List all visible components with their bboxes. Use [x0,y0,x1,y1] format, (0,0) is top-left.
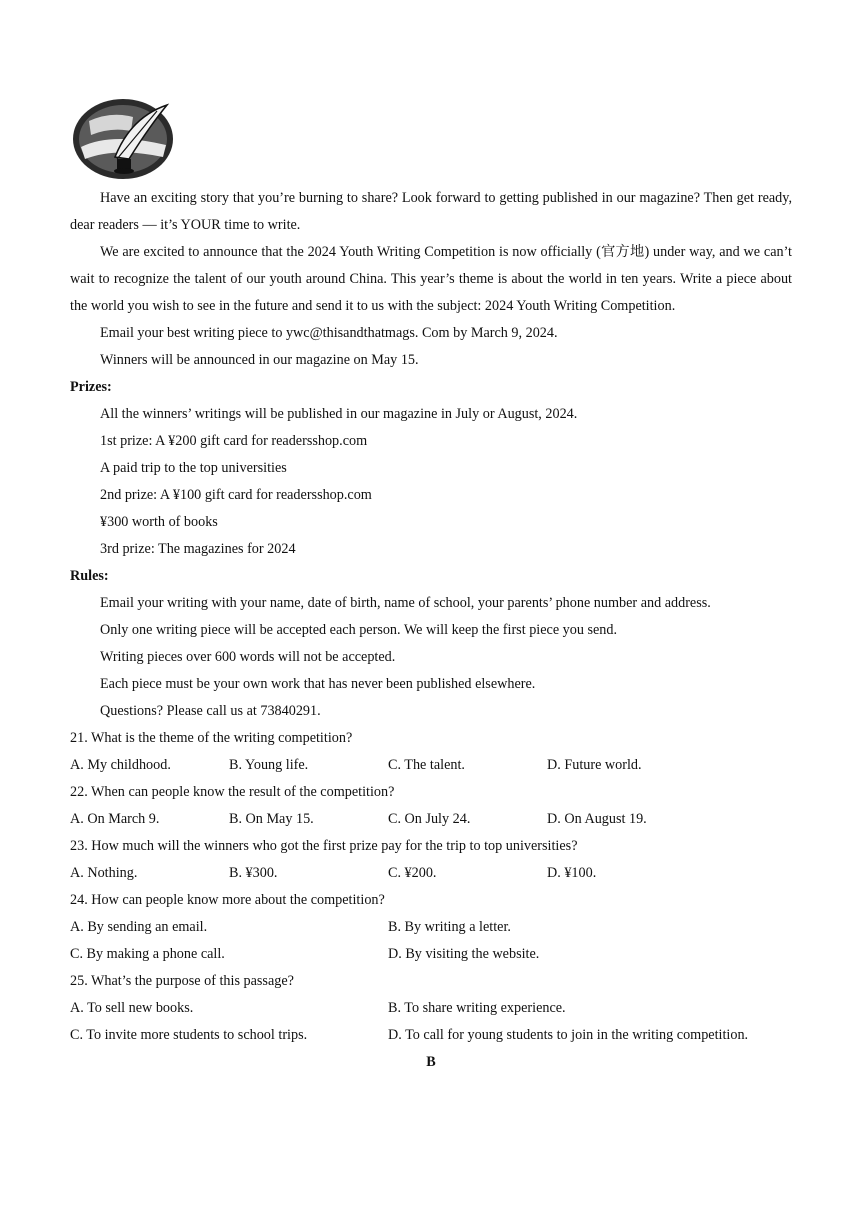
prize-line: ¥300 worth of books [100,514,218,530]
options-25-row2 [70,1022,792,1049]
rule-line: Questions? Please call us at 73840291. [100,703,321,719]
prize-line: 1st prize: A ¥200 gift card for readersshop.com [100,433,368,449]
options-24-row2 [70,941,792,968]
option-a: A. My childhood. [70,757,171,773]
quill-scroll-logo [71,97,175,181]
option-a: A. Nothing. [70,865,138,881]
option-b: B. By writing a letter. [388,919,511,935]
prizes-heading: Prizes: [70,379,112,395]
rule-line: Each piece must be your own work that has never been published elsewhere. [100,676,536,692]
option-c: C. On July 24. [388,811,471,827]
announcement-paragraph: We are excited to announce that the 2024 Youth Writing Competition is now officially (官方地) under way, and we can’t wait to recognize the talent of our youth around China. This year’s theme is about the world in ten years. Write a piece about the world you wish to see in the future and send it to us with the subject: 2024 Youth Writing Competition. [70,244,792,314]
winners-line: Winners will be announced in our magazine on May 15. [100,352,419,368]
options-22 [70,806,792,833]
prize-line: 3rd prize: The magazines for 2024 [100,541,296,557]
option-d: D. On August 19. [547,811,647,827]
rule-line: Only one writing piece will be accepted each person. We will keep the first piece you send. [100,622,618,638]
options-24-row1 [70,914,792,941]
rule-line: Writing pieces over 600 words will not be accepted. [100,649,396,665]
section-label: B [426,1054,436,1070]
option-a: A. To sell new books. [70,1000,194,1016]
rule-line: Email your writing with your name, date of birth, name of school, your parents’ phone number and address. [100,595,711,611]
reading-content [70,185,792,1076]
options-23 [70,860,792,887]
question-21: 21. What is the theme of the writing competition? [70,730,353,746]
option-c: C. ¥200. [388,865,437,881]
option-c: C. By making a phone call. [70,946,225,962]
option-d: D. To call for young students to join in the writing competition. [388,1027,749,1043]
question-22: 22. When can people know the result of the competition? [70,784,395,800]
prize-line: 2nd prize: A ¥100 gift card for readersshop.com [100,487,372,503]
option-b: B. Young life. [229,757,309,773]
option-b: B. On May 15. [229,811,314,827]
option-a: A. By sending an email. [70,919,208,935]
option-d: D. Future world. [547,757,642,773]
prize-line: All the winners’ writings will be published in our magazine in July or August, 2024. [100,406,578,422]
options-25-row1 [70,995,792,1022]
option-d: D. ¥100. [547,865,597,881]
option-c: C. To invite more students to school trips. [70,1027,308,1043]
option-b: B. ¥300. [229,865,278,881]
rules-heading: Rules: [70,568,109,584]
question-25: 25. What’s the purpose of this passage? [70,973,294,989]
question-23: 23. How much will the winners who got the first prize pay for the trip to top universities? [70,838,578,854]
option-a: A. On March 9. [70,811,160,827]
option-c: C. The talent. [388,757,465,773]
option-b: B. To share writing experience. [388,1000,566,1016]
question-24: 24. How can people know more about the competition? [70,892,385,908]
option-d: D. By visiting the website. [388,946,540,962]
prize-line: A paid trip to the top universities [100,460,287,476]
email-line: Email your best writing piece to ywc@thisandthatmags. Com by March 9, 2024. [100,325,558,341]
options-21 [70,752,792,779]
intro-paragraph: Have an exciting story that you’re burning to share? Look forward to getting published in our magazine? Then get ready, dear readers — it’s YOUR time to write. [70,190,792,233]
